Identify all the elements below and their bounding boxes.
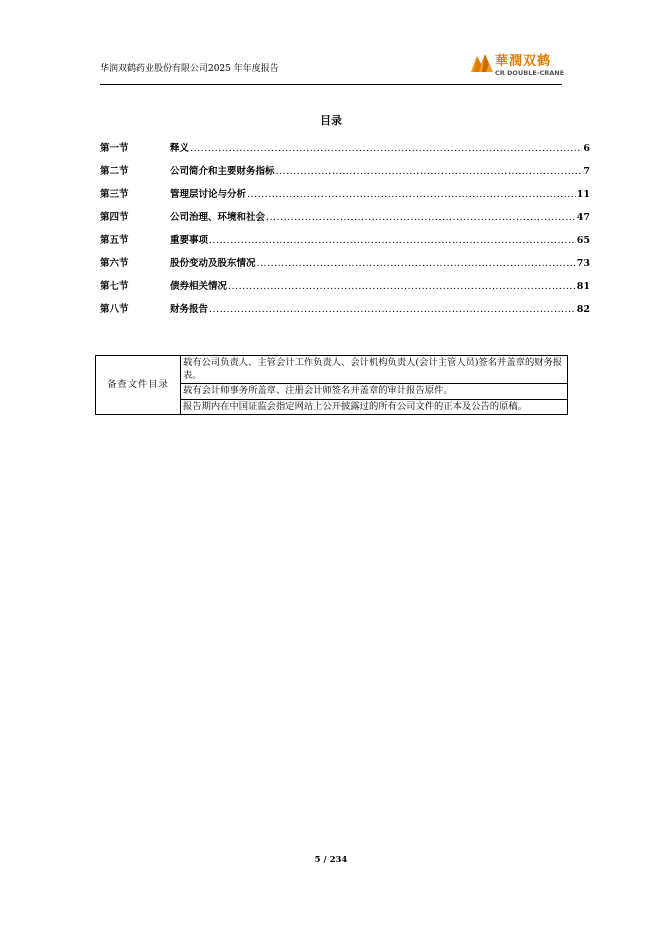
header-divider — [100, 84, 562, 85]
toc-item-number: 第八节 — [100, 304, 129, 315]
toc-item-label: 释义 — [170, 143, 190, 154]
company-logo — [471, 50, 563, 78]
toc-item[interactable] — [100, 163, 590, 186]
toc-item[interactable] — [100, 140, 590, 163]
reference-files-table — [95, 355, 568, 415]
toc-item-number: 第二节 — [100, 166, 129, 177]
reference-file-item: 载有公司负责人、主管会计工作负责人、会计机构负责人(会计主管人员)签名并盖章的财务报表。 — [181, 356, 568, 384]
toc-item-page: 11 — [576, 189, 590, 200]
toc-item[interactable] — [100, 209, 590, 232]
toc-item-page: 81 — [576, 281, 590, 292]
toc-item-number: 第四节 — [100, 212, 129, 223]
toc-item-label: 财务报告 — [170, 304, 209, 315]
reference-files-label: 备查文件目录 — [96, 356, 181, 415]
toc-item[interactable] — [100, 278, 590, 301]
toc-item-label: 重要事项 — [170, 235, 209, 246]
toc-item-number: 第七节 — [100, 281, 129, 292]
toc-leader-dots — [276, 166, 583, 177]
logo-english-text: CR DOUBLE-CRANE — [495, 69, 565, 77]
crane-logo-icon — [471, 52, 493, 72]
reference-file-item: 报告期内在中国证监会指定网站上公开披露过的所有公司文件的正本及公告的原稿。 — [181, 399, 568, 415]
toc-item-page: 6 — [583, 143, 590, 154]
toc-item-label: 债券相关情况 — [170, 281, 228, 292]
toc-item[interactable] — [100, 186, 590, 209]
toc-leader-dots — [190, 143, 582, 154]
toc-item[interactable] — [100, 255, 590, 278]
logo-chinese-text: 華潤双鹤 — [495, 54, 552, 69]
toc-item-label: 公司治理、环境和社会 — [170, 212, 266, 223]
table-of-contents — [100, 140, 590, 324]
toc-item-label: 股份变动及股东情况 — [170, 258, 256, 269]
toc-item-label: 管理层讨论与分析 — [170, 189, 247, 200]
toc-item-number: 第六节 — [100, 258, 129, 269]
page-number: 5 / 234 — [314, 855, 348, 865]
toc-item-page: 65 — [576, 235, 590, 246]
toc-leader-dots — [247, 189, 576, 200]
toc-item-page: 82 — [576, 304, 590, 315]
toc-leader-dots — [228, 281, 576, 292]
toc-leader-dots — [257, 258, 576, 269]
toc-leader-dots — [266, 212, 576, 223]
toc-item[interactable] — [100, 301, 590, 324]
toc-leader-dots — [209, 235, 576, 246]
toc-title: 目录 — [320, 114, 342, 127]
toc-item-label: 公司简介和主要财务指标 — [170, 166, 275, 177]
toc-leader-dots — [209, 304, 576, 315]
toc-item[interactable] — [100, 232, 590, 255]
toc-item-number: 第一节 — [100, 143, 129, 154]
toc-item-number: 第三节 — [100, 189, 129, 200]
toc-item-page: 7 — [583, 166, 590, 177]
header-title: 华润双鹤药业股份有限公司2025 年年度报告 — [100, 64, 279, 74]
toc-item-number: 第五节 — [100, 235, 129, 246]
toc-item-page: 47 — [576, 212, 590, 223]
table-row — [96, 356, 568, 384]
toc-item-page: 73 — [576, 258, 590, 269]
reference-file-item: 载有会计师事务所盖章、注册会计师签名并盖章的审计报告原件。 — [181, 384, 568, 400]
